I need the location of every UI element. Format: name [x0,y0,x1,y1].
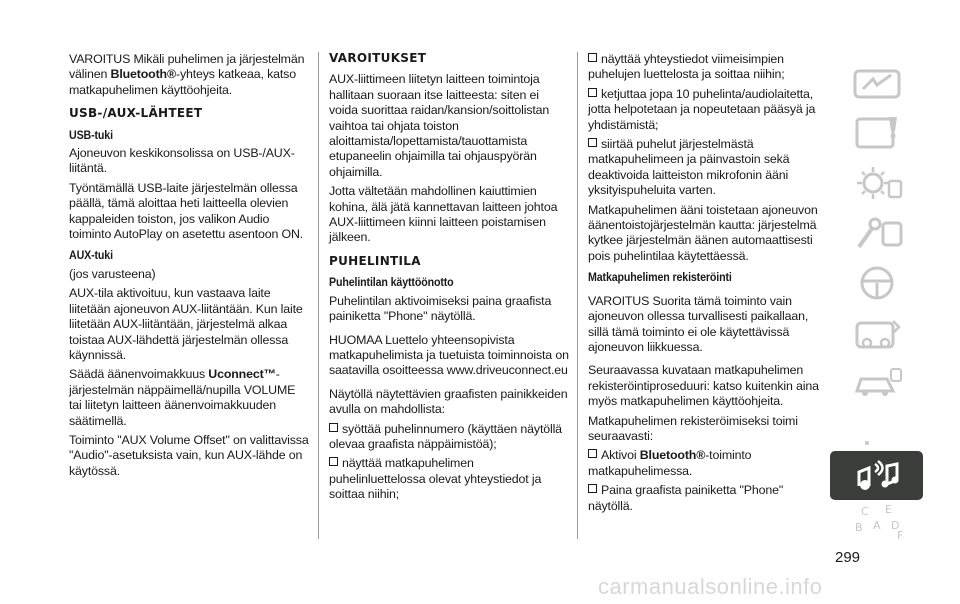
column-3 [588,52,828,518]
bullet-item: Paina graafista painiketta "Phone" näytöllä. [588,483,784,513]
warning-triangle-icon[interactable] [830,108,923,157]
index-letters-icon[interactable] [830,501,923,541]
steering-wheel-icon[interactable] [830,258,923,307]
bluetooth-warning: VAROITUS Mikäli puhelimen ja järjestelmän välinen Bluetooth®-yhteys katkeaa, katso matkapuhelimen käyttöohjeita. [69,52,305,97]
footer-watermark: carmanualsonline.info [598,574,823,599]
bullet-item: ketjuttaa jopa 10 puhelinta/audiolaitetta, jotta helpotetaan ja nopeutetaan pääsyä ja yhdistämistä; [588,86,816,132]
bullet-item: näyttää matkapuhelimen puhelinluettelossa olevat yhteystiedot ja soittaa niihin; [329,456,542,502]
svg-text:D: D [890,519,899,532]
car-info-icon[interactable] [830,358,923,407]
bullet-item: näyttää yhteystiedot viimeisimpien puhelujen luettelosta ja soittaa niihin; [588,52,785,82]
checkbox-bullet-icon [588,88,597,97]
functions-intro: Näytöllä näytettävien graafisten painikkeiden avulla on mahdollista: [329,386,568,417]
multimedia-tab-active[interactable] [830,451,923,500]
checkbox-bullet-icon [588,53,597,62]
heading-phone-mode: PUHELINTILA [329,253,421,268]
service-wrench-icon[interactable] [830,208,923,257]
compatibility-note: HUOMAA Luettelo yhteensopivista matkapuhelimista ja tuetuista toiminnoista on saatavilla osoitteessa www.driveuconnect.eu [329,332,569,378]
warning-paragraph-2: Jotta vältetään mahdollinen kaiuttimien kohina, älä jätä kannettavan laitteen johtoa AUX-liittimeen kiinni laitteen poistamisen jälkeen. [329,184,558,245]
aux-paragraph-3: Toiminto "AUX Volume Offset" on valittavissa "Audio"-asetuksista vain, kun AUX-lähde on käytössä. [69,432,309,478]
aux-optional-note: (jos varusteena) [69,266,156,281]
warning-paragraph-1: AUX-liittimeen liitetyn laitteen toimintoja hallitaan suoraan itse laitteesta: siten ei voida suorittaa raidan/kansion/soittolistan vaihtoa tai ohjata toiston aloittamista/lopettamista/tauottamista etupaneelin ohjaimilla tai ohjauspyörän ohjaimilla. [329,72,550,179]
activation-paragraph: Puhelintilan aktivoimiseksi paina graafista painiketta "Phone" näytöllä. [329,293,552,324]
heading-phone-registration: Matkapuhelimen rekisteröinti [588,271,732,285]
registration-paragraph-1: Seuraavassa kuvataan matkapuhelimen rekisteröintiproseduuri: katso kuitenkin aina myös matkapuhelimen käyttöohjeita. [588,363,819,409]
bullet-item: syöttää puhelinnumero (käyttäen näytöllä olevaa graafista näppäimistöä); [329,421,562,451]
checkbox-bullet-icon [588,484,597,493]
registration-paragraph-2: Matkapuhelimen rekisteröimiseksi toimi seuraavasti: [588,413,798,443]
checkbox-bullet-icon [329,457,338,466]
checkbox-bullet-icon [588,449,597,458]
page-number: 299 [835,549,861,566]
audio-mute-paragraph: Matkapuhelimen ääni toistetaan ajoneuvon äänentoistojärjestelmän kautta: järjestelmä kytkee järjestelmän äänen automaattisesti pois puhelintilaa käytettäessä. [588,202,818,263]
bullet-item: Aktivoi Bluetooth®-toiminto matkapuhelimessa. [588,448,752,478]
multimedia-icon [847,456,907,496]
checkbox-bullet-icon [329,423,338,432]
column-2 [329,52,569,507]
heading-usb-aux: USB-/AUX-LÄHTEET [69,106,203,121]
svg-text:E: E [884,503,892,516]
usb-paragraph-1: Ajoneuvon keskikonsolissa on USB-/AUX-liitäntä. [69,146,295,176]
heading-usb-support: USB-tuki [69,128,113,142]
bullet-item: siirtää puhelut järjestelmästä matkapuhelimeen ja päinvastoin sekä deaktivoida laitteiston mikrofonin ääni yksityispuheluita varten. [588,137,790,198]
svg-text:C: C [860,505,869,518]
registration-warning: VAROITUS Suorita tämä toiminto vain ajoneuvon ollessa turvallisesti paikallaan, sillä tämä toiminto ei ole käytettävissä ajoneuvon liikkuessa. [588,293,809,354]
usb-paragraph-2: Työntämällä USB-laite järjestelmän ollessa päällä, tämä aloittaa heti laitteella olevien kappaleiden toiston, jos valikon Audio toiminto AutoPlay on asetettu asentoon ON. [69,180,304,242]
checkbox-bullet-icon [588,138,597,147]
heading-aux-support: AUX-tuki [69,249,113,263]
column-divider-2 [577,52,578,539]
column-1 [69,52,309,483]
svg-text:A: A [872,519,881,532]
column-divider-1 [318,52,319,539]
car-dashboard-icon[interactable] [830,58,923,107]
aux-paragraph-2: Säädä äänenvoimakkuus Uconnect™-järjestelmän näppäimellä/nupilla VOLUME tai liitetyn laitteen äänenvoimakkuuden säätimellä. [69,367,296,428]
multimedia-icon[interactable] [830,408,923,457]
heading-warnings: VAROITUKSET [329,51,427,65]
heading-phone-activation: Puhelintilan käyttöönotto [329,276,454,290]
lights-icon[interactable] [830,158,923,207]
svg-text:B: B [854,521,863,534]
svg-text:F: F [896,529,903,541]
aux-paragraph-1: AUX-tila aktivoituu, kun vastaava laite liitetään ajoneuvon AUX-liitäntään. Kun laite liitetään AUX-liitäntään, järjestelmä alkaa toistaa AUX-lähdettä järjestelmän ollessa käynnissä. [69,286,303,362]
tech-specs-icon[interactable] [830,308,923,357]
